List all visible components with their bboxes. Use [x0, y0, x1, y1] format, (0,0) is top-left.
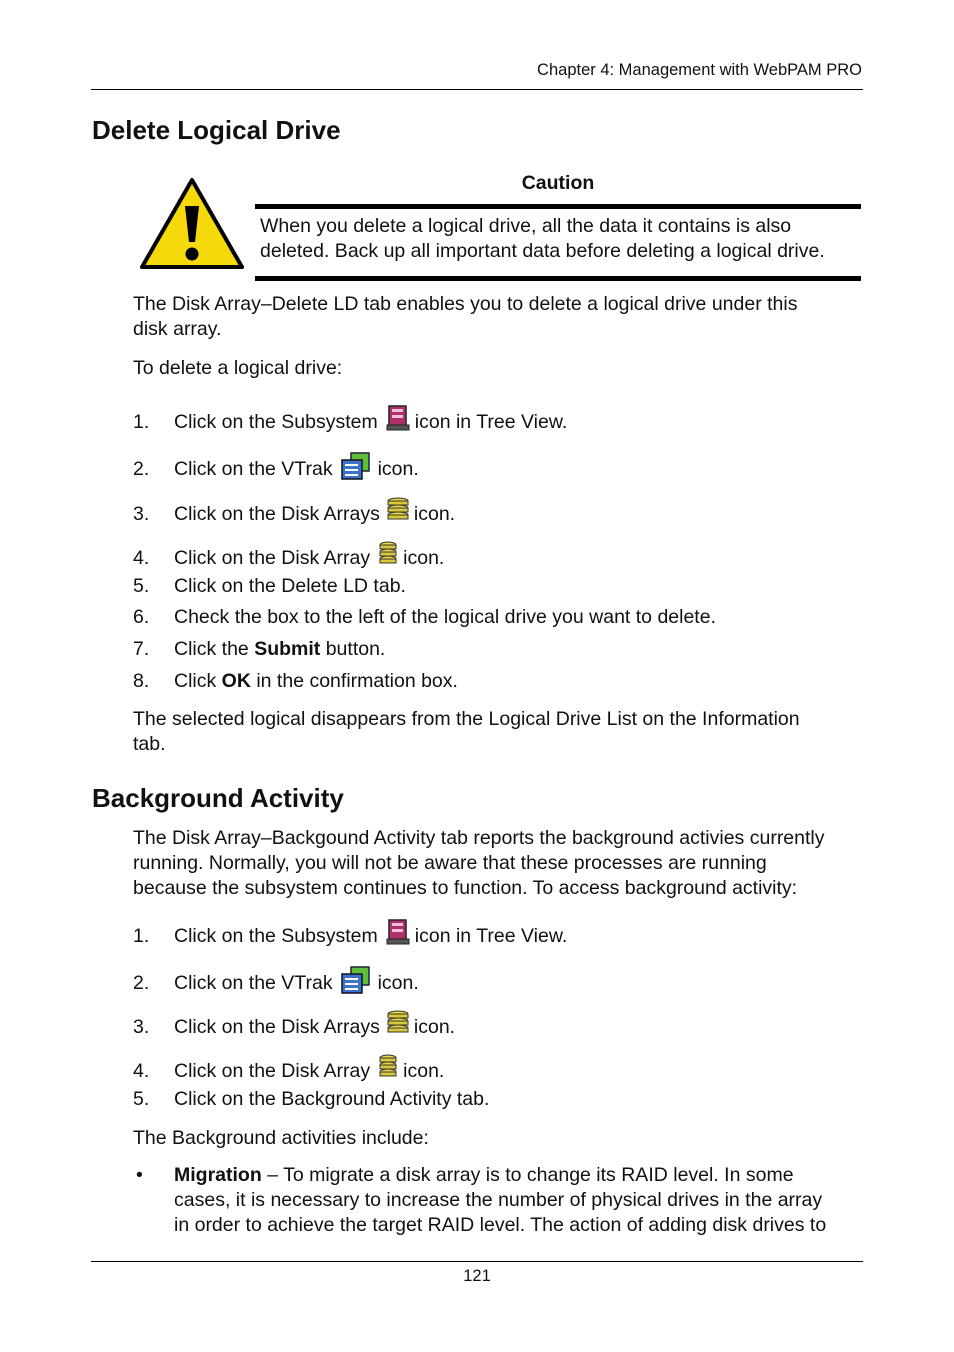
step-number: 4. [133, 1060, 150, 1082]
list-item [133, 452, 419, 478]
list-item [133, 636, 385, 662]
step-text: icon. [377, 458, 419, 480]
paragraph [133, 707, 863, 757]
step-text: icon. [413, 1016, 456, 1038]
step-text: icon. [403, 1060, 445, 1082]
disk-arrays-icon [386, 497, 410, 523]
subsystem-icon [386, 405, 410, 431]
warning-icon [138, 176, 246, 270]
caution-bottom-rule [255, 276, 861, 281]
step-number: 2. [133, 972, 150, 994]
step-number: 1. [133, 411, 150, 433]
running-header: Chapter 4: Management with WebPAM PRO [537, 61, 862, 79]
step-number: 3. [133, 1016, 150, 1038]
step-bold-text: Submit [254, 638, 321, 660]
caution-text [260, 214, 860, 264]
list-item [133, 541, 444, 567]
step-number: 7. [133, 638, 150, 660]
text-line: in order to achieve the target RAID level. The action of adding disk drives to [174, 1214, 827, 1236]
step-text: in the confirmation box. [250, 670, 458, 692]
step-number: 3. [133, 503, 150, 525]
text-line: cases, it is necessary to increase the number of physical drives in the array [174, 1189, 823, 1211]
disk-arrays-icon [386, 1010, 410, 1036]
text-line: – To migrate a disk array is to change its RAID level. In some [261, 1164, 794, 1186]
list-item [133, 604, 716, 630]
text-line: disk array. [133, 318, 222, 340]
step-text: Click on the VTrak [174, 972, 333, 994]
header-rule [91, 89, 863, 90]
caution-line: When you delete a logical drive, all the data it contains is also [260, 215, 792, 237]
step-text: icon. [413, 503, 456, 525]
list-item [133, 1010, 455, 1036]
step-text: icon. [403, 547, 445, 569]
step-number: 5. [133, 575, 150, 597]
bullet-term: Migration [174, 1164, 262, 1186]
page-number: 121 [463, 1267, 491, 1285]
list-item [133, 668, 458, 694]
text-line: because the subsystem continues to function. To access background activity: [133, 877, 798, 899]
caution-title: Caution [521, 172, 595, 194]
vtrak-icon [341, 452, 373, 478]
step-text: Click on the Disk Array [174, 1060, 371, 1082]
caution-line: deleted. Back up all important data before deleting a logical drive. [260, 240, 825, 262]
step-number: 4. [133, 547, 150, 569]
step-text: Click on the Subsystem [174, 411, 378, 433]
bullet-text [174, 1163, 864, 1238]
step-text: Click the [174, 638, 255, 660]
text-line: The Disk Array–Delete LD tab enables you to delete a logical drive under this [133, 293, 798, 315]
list-item [133, 1054, 444, 1080]
footer-rule [91, 1261, 863, 1262]
text-line: tab. [133, 733, 166, 755]
list-item [133, 573, 406, 599]
disk-array-icon [378, 541, 398, 567]
step-bold-text: OK [221, 670, 251, 692]
step-text: Click on the Disk Array [174, 547, 371, 569]
vtrak-icon [341, 966, 373, 992]
paragraph [133, 826, 863, 901]
list-item [133, 405, 567, 431]
step-text: icon in Tree View. [414, 411, 568, 433]
step-number: 2. [133, 458, 150, 480]
step-number: 8. [133, 670, 150, 692]
disk-array-icon [378, 1054, 398, 1080]
list-item [133, 966, 419, 992]
caution-top-rule [255, 204, 861, 209]
list-item [133, 497, 455, 523]
step-number: 6. [133, 606, 150, 628]
text-line: The selected logical disappears from the Logical Drive List on the Information [133, 708, 800, 730]
step-text: Click [174, 670, 222, 692]
step-text: Click on the VTrak [174, 458, 333, 480]
subsystem-icon [386, 919, 410, 945]
paragraph: The Background activities include: [133, 1127, 429, 1149]
text-line: running. Normally, you will not be aware that these processes are running [133, 852, 767, 874]
step-text: icon. [377, 972, 419, 994]
step-text: Click on the Background Activity tab. [174, 1088, 490, 1110]
step-number: 1. [133, 925, 150, 947]
step-text: Click on the Disk Arrays [174, 1016, 380, 1038]
step-text: Click on the Disk Arrays [174, 503, 380, 525]
step-text: Click on the Subsystem [174, 925, 378, 947]
list-item [133, 919, 567, 945]
section-title-background-activity: Background Activity [92, 783, 344, 813]
step-text: icon in Tree View. [414, 925, 568, 947]
step-text: button. [320, 638, 386, 660]
list-item [133, 1086, 489, 1112]
text-line: The Disk Array–Backgound Activity tab reports the background activies currently [133, 827, 825, 849]
bullet-mark: • [136, 1164, 143, 1186]
step-number: 5. [133, 1088, 150, 1110]
paragraph [133, 292, 863, 342]
paragraph: To delete a logical drive: [133, 357, 343, 379]
step-text: Check the box to the left of the logical drive you want to delete. [174, 606, 716, 628]
section-title-delete-logical-drive: Delete Logical Drive [92, 115, 341, 145]
step-text: Click on the Delete LD tab. [174, 575, 406, 597]
